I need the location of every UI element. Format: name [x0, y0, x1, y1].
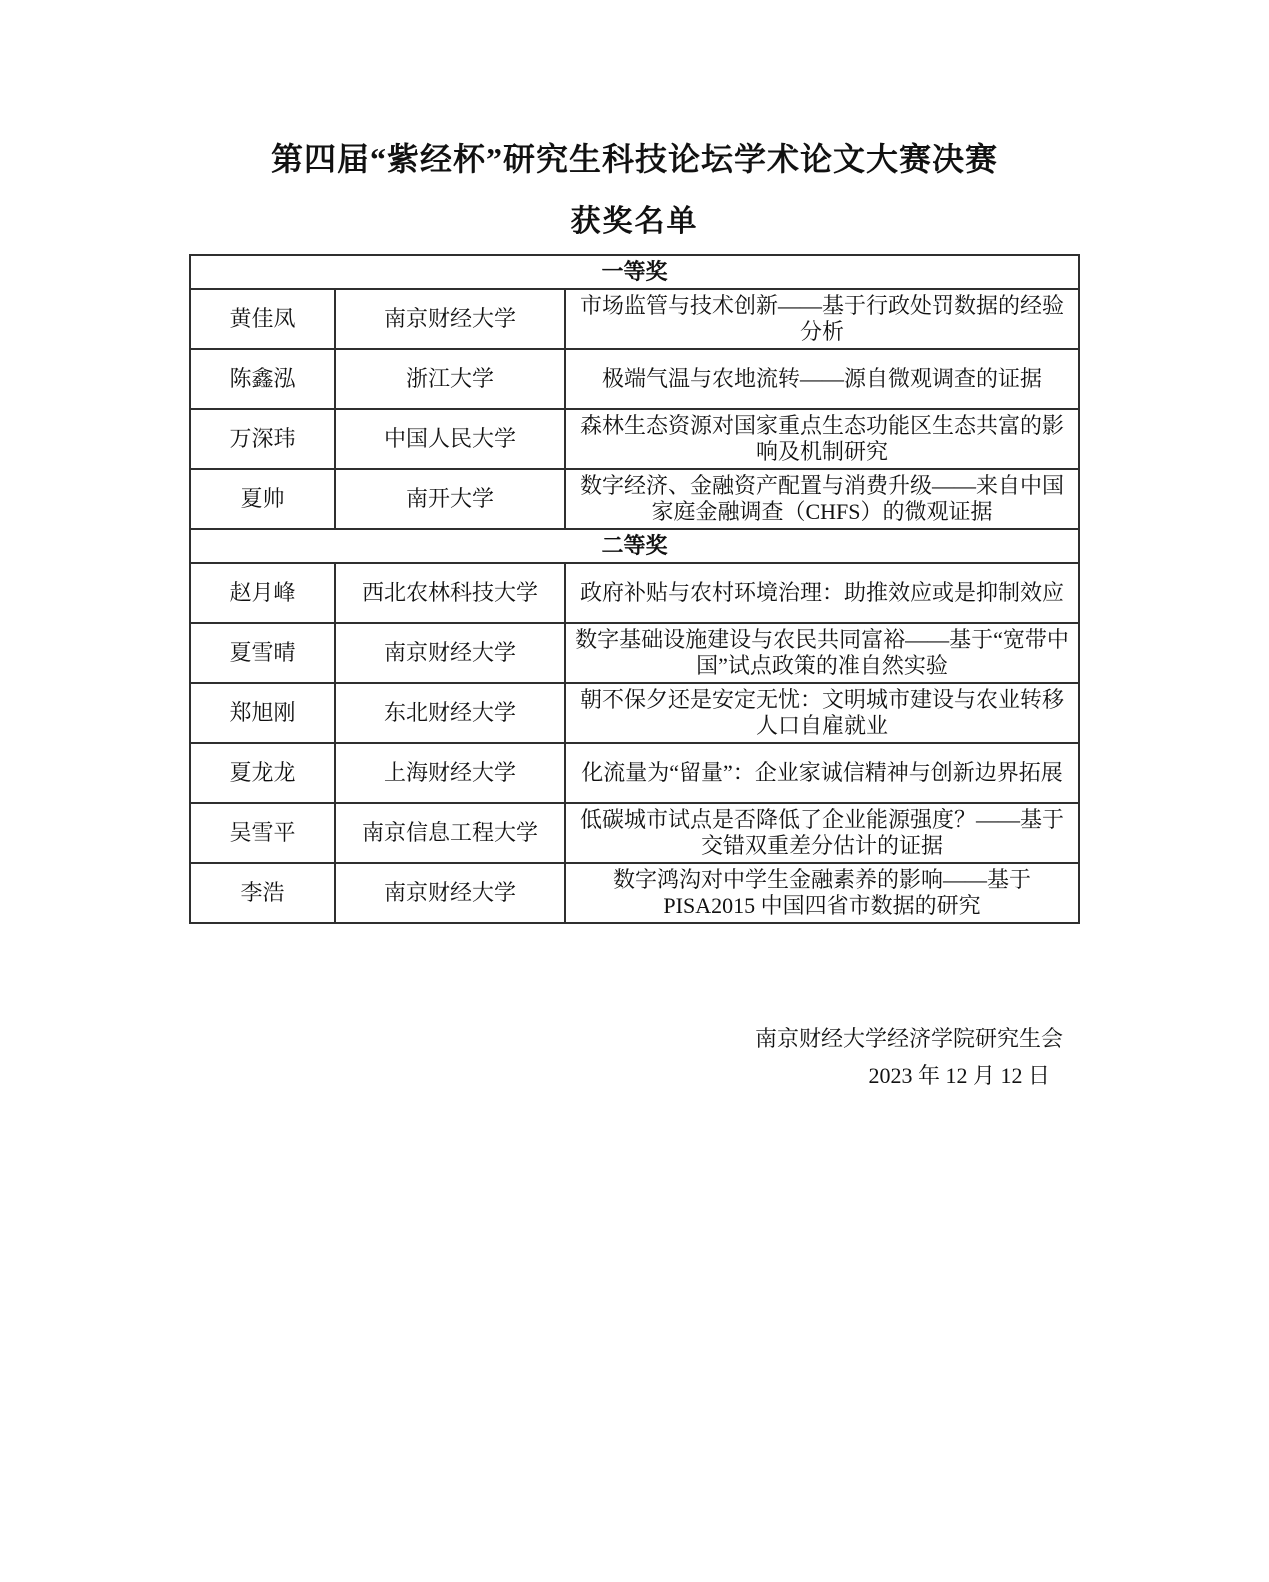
winner-name-cell: 赵月峰 [190, 563, 335, 623]
award-row [190, 743, 1079, 803]
winner-name-cell: 万深玮 [190, 409, 335, 469]
university-cell: 南京财经大学 [335, 863, 565, 923]
award-row [190, 409, 1079, 469]
university-cell: 浙江大学 [335, 349, 565, 409]
award-row [190, 803, 1079, 863]
winner-name-cell: 陈鑫泓 [190, 349, 335, 409]
paper-title-cell: 低碳城市试点是否降低了企业能源强度？——基于交错双重差分估计的证据 [565, 803, 1079, 863]
paper-title-cell: 数字基础设施建设与农民共同富裕——基于“宽带中国”试点政策的准自然实验 [565, 623, 1079, 683]
winner-name-cell: 黄佳凤 [190, 289, 335, 349]
paper-title-cell: 政府补贴与农村环境治理：助推效应或是抑制效应 [565, 563, 1079, 623]
document-footer [0, 1020, 1269, 1094]
paper-title-cell: 化流量为“留量”：企业家诚信精神与创新边界拓展 [565, 743, 1079, 803]
document-title: 第四届“紫经杯”研究生科技论坛学术论文大赛决赛 [270, 141, 998, 177]
award-row [190, 623, 1079, 683]
winner-name-cell: 李浩 [190, 863, 335, 923]
university-cell: 南京财经大学 [335, 623, 565, 683]
award-row [190, 289, 1079, 349]
winner-name-cell: 夏龙龙 [190, 743, 335, 803]
prize-section-header: 二等奖 [190, 529, 1079, 563]
university-cell: 上海财经大学 [335, 743, 565, 803]
award-row [190, 349, 1079, 409]
paper-title-cell: 朝不保夕还是安定无忧：文明城市建设与农业转移人口自雇就业 [565, 683, 1079, 743]
prize-section-row [190, 529, 1079, 563]
prize-section-header: 一等奖 [190, 255, 1079, 289]
footer-date: 2023 年 12 月 12 日 [868, 1063, 1050, 1089]
prize-section-row [190, 255, 1079, 289]
award-row [190, 863, 1079, 923]
paper-title-cell: 数字鸿沟对中学生金融素养的影响——基于PISA2015 中国四省市数据的研究 [565, 863, 1079, 923]
awards-table [189, 254, 1080, 924]
winner-name-cell: 夏雪晴 [190, 623, 335, 683]
winner-name-cell: 夏帅 [190, 469, 335, 529]
document-subtitle: 获奖名单 [570, 205, 699, 239]
paper-title-cell: 极端气温与农地流转——源自微观调查的证据 [565, 349, 1079, 409]
university-cell: 南开大学 [335, 469, 565, 529]
footer-organization: 南京财经大学经济学院研究生会 [754, 1026, 1063, 1052]
award-row [190, 683, 1079, 743]
paper-title-cell: 市场监管与技术创新——基于行政处罚数据的经验分析 [565, 289, 1079, 349]
university-cell: 中国人民大学 [335, 409, 565, 469]
university-cell: 南京财经大学 [335, 289, 565, 349]
winner-name-cell: 吴雪平 [190, 803, 335, 863]
university-cell: 南京信息工程大学 [335, 803, 565, 863]
university-cell: 西北农林科技大学 [335, 563, 565, 623]
university-cell: 东北财经大学 [335, 683, 565, 743]
paper-title-cell: 数字经济、金融资产配置与消费升级——来自中国家庭金融调查（CHFS）的微观证据 [565, 469, 1079, 529]
award-row [190, 469, 1079, 529]
winner-name-cell: 郑旭刚 [190, 683, 335, 743]
award-row [190, 563, 1079, 623]
paper-title-cell: 森林生态资源对国家重点生态功能区生态共富的影响及机制研究 [565, 409, 1079, 469]
